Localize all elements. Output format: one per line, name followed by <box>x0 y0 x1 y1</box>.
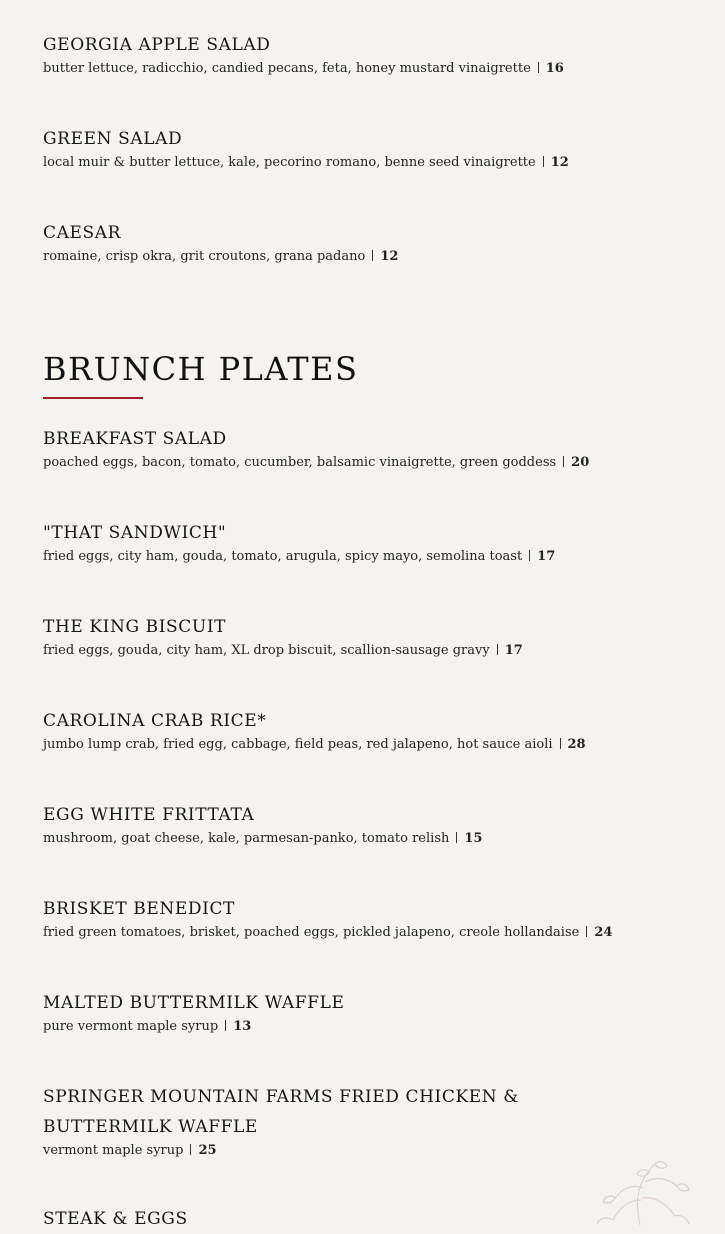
item-description <box>43 830 683 848</box>
price-separator <box>225 1020 226 1031</box>
item-description <box>43 154 683 172</box>
item-price: 16 <box>545 61 564 76</box>
item-name: CAESAR <box>43 223 122 243</box>
menu-item <box>43 800 683 848</box>
price-separator <box>543 156 544 167</box>
item-desc-text: poached eggs, bacon, tomato, cucumber, balsamic vinaigrette, green goddess <box>43 455 557 470</box>
item-price: 12 <box>550 155 569 170</box>
item-name: GREEN SALAD <box>43 129 183 149</box>
item-description <box>43 1142 643 1160</box>
item-name: CAROLINA CRAB RICE* <box>43 711 267 731</box>
menu-item <box>43 424 683 472</box>
price-separator <box>538 62 539 73</box>
item-desc-text: fried eggs, gouda, city ham, XL drop biscuit, scallion-sausage gravy <box>43 643 490 658</box>
item-name: "THAT SANDWICH" <box>43 523 227 543</box>
item-description <box>43 642 683 660</box>
item-desc-text: local muir & butter lettuce, kale, pecorino romano, benne seed vinaigrette <box>43 155 536 170</box>
item-price: 13 <box>233 1019 252 1034</box>
item-description <box>43 924 683 942</box>
item-desc-text: vermont maple syrup <box>43 1143 184 1158</box>
item-description <box>43 248 683 266</box>
price-separator <box>560 738 561 749</box>
section-divider <box>43 397 143 399</box>
item-name: EGG WHITE FRITTATA <box>43 805 255 825</box>
item-desc-text: jumbo lump crab, fried egg, cabbage, field peas, red jalapeno, hot sauce aioli <box>43 737 553 752</box>
section-title: BRUNCH PLATES <box>43 350 359 388</box>
menu-item <box>43 706 683 754</box>
menu-item <box>43 894 683 942</box>
item-name: THE KING BISCUIT <box>43 617 227 637</box>
item-price: 15 <box>464 831 483 846</box>
item-price: 17 <box>537 549 556 564</box>
item-price: 28 <box>567 737 586 752</box>
price-separator <box>190 1144 191 1155</box>
item-description <box>43 60 683 78</box>
item-desc-text: mushroom, goat cheese, kale, parmesan-panko, tomato relish <box>43 831 450 846</box>
item-description <box>43 736 683 754</box>
menu-item <box>43 124 683 172</box>
item-desc-text: romaine, crisp okra, grit croutons, grana padano <box>43 249 366 264</box>
item-name: MALTED BUTTERMILK WAFFLE <box>43 993 345 1013</box>
item-name: BREAKFAST SALAD <box>43 429 227 449</box>
menu-item <box>43 30 683 78</box>
item-name: BRISKET BENEDICT <box>43 899 235 919</box>
item-name: GEORGIA APPLE SALAD <box>43 35 271 55</box>
menu-item <box>43 988 683 1036</box>
item-desc-text: fried eggs, city ham, gouda, tomato, arugula, spicy mayo, semolina toast <box>43 549 523 564</box>
item-desc-text: butter lettuce, radicchio, candied pecans, feta, honey mustard vinaigrette <box>43 61 531 76</box>
item-description <box>43 454 683 472</box>
item-price: 12 <box>380 249 399 264</box>
item-price: 17 <box>504 643 523 658</box>
price-separator <box>372 250 373 261</box>
item-price: 24 <box>594 925 613 940</box>
menu-item <box>43 518 683 566</box>
menu-item <box>43 1082 643 1160</box>
price-separator <box>586 926 587 937</box>
item-name: SPRINGER MOUNTAIN FARMS FRIED CHICKEN & BUTTERMILK WAFFLE <box>43 1087 519 1137</box>
price-separator <box>563 456 564 467</box>
item-name: STEAK & EGGS <box>43 1209 188 1229</box>
item-price: 25 <box>198 1143 217 1158</box>
menu-item <box>43 612 683 660</box>
price-separator <box>497 644 498 655</box>
botanical-illustration-icon <box>585 1158 695 1225</box>
item-description <box>43 548 683 566</box>
price-separator <box>456 832 457 843</box>
item-desc-text: fried green tomatoes, brisket, poached eggs, pickled jalapeno, creole hollandaise <box>43 925 580 940</box>
item-price: 20 <box>571 455 590 470</box>
item-desc-text: pure vermont maple syrup <box>43 1019 219 1034</box>
item-description <box>43 1018 683 1036</box>
menu-item <box>43 218 683 266</box>
price-separator <box>529 550 530 561</box>
